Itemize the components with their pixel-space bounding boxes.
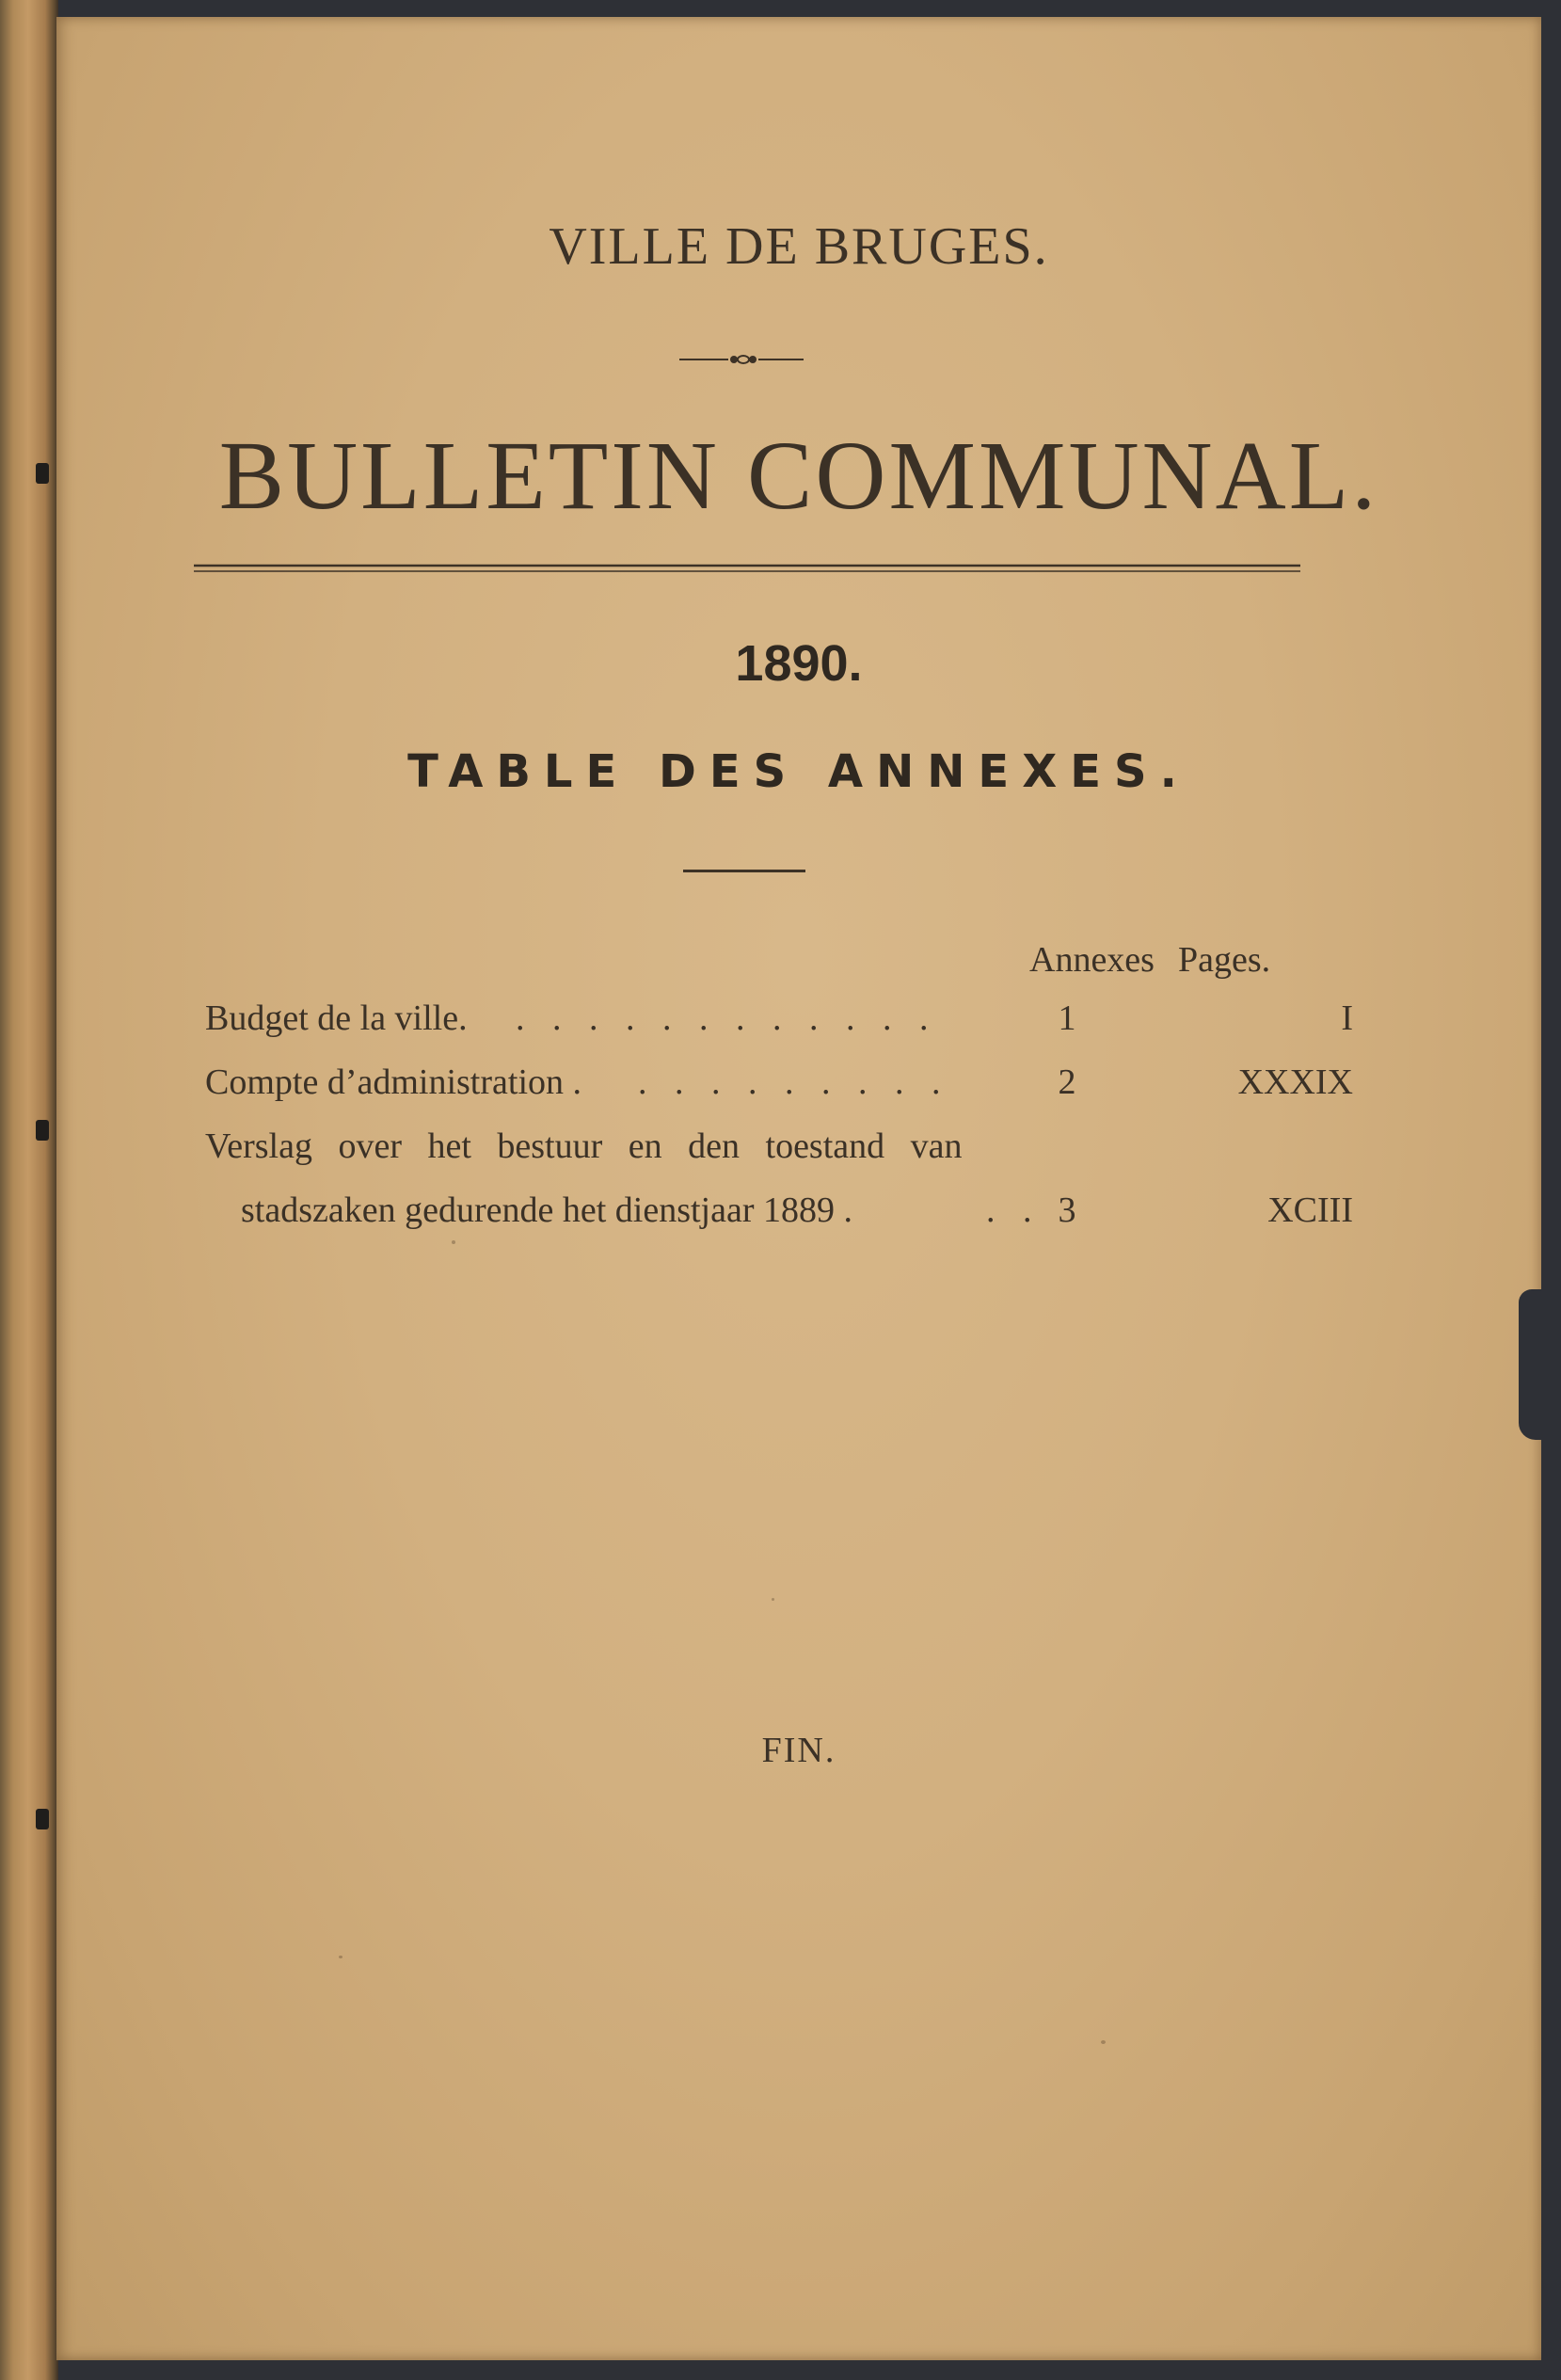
year-heading: 1890.	[735, 635, 863, 692]
page-number: XCIII	[1267, 1190, 1353, 1230]
annex-number: 2	[1058, 1062, 1076, 1102]
binding-stitch	[36, 463, 49, 484]
binding-stitch	[36, 1120, 49, 1141]
leader-dots: . .	[986, 1190, 1042, 1230]
paper-speck	[452, 1240, 455, 1244]
binding-stitch	[36, 1809, 49, 1829]
document-page	[56, 17, 1541, 2360]
column-header-pages: Pages.	[1178, 940, 1271, 980]
paper-speck	[339, 1956, 342, 1958]
city-heading: VILLE DE BRUGES.	[549, 217, 1049, 276]
table-title: TABLE DES ANNEXES.	[407, 745, 1190, 798]
paper-speck	[1101, 2040, 1106, 2044]
entry-label: Compte d’administration .	[205, 1062, 582, 1102]
entry-label-continued: stadszaken gedurende het dienstjaar 1889 .	[241, 1190, 852, 1230]
entry-label: Budget de la ville.	[205, 998, 468, 1038]
table-row	[205, 998, 1353, 1043]
leader-dots: . . . . . . . . .	[638, 1062, 950, 1102]
entry-label: Verslag over het bestuur en den toestand van	[205, 1126, 963, 1166]
column-header-annexes: Annexes	[1029, 940, 1155, 980]
table-row	[205, 1190, 1353, 1235]
short-rule-divider	[683, 870, 805, 872]
end-marker: FIN.	[761, 1731, 836, 1770]
bulletin-title: BULLETIN COMMUNAL.	[218, 422, 1379, 530]
leader-dots: . . . . . . . . . . . .	[516, 998, 938, 1038]
annex-number: 3	[1058, 1190, 1076, 1230]
book-binding	[0, 0, 58, 2380]
ornament-divider-icon	[679, 352, 804, 367]
annex-number: 1	[1058, 998, 1076, 1038]
table-row	[205, 1126, 1353, 1171]
page-edge-tear	[1519, 1289, 1547, 1440]
paper-speck	[772, 1598, 774, 1601]
page-number: XXXIX	[1237, 1062, 1353, 1102]
page-number: I	[1341, 998, 1353, 1038]
table-row	[205, 1062, 1353, 1107]
double-rule-divider	[194, 563, 1300, 574]
